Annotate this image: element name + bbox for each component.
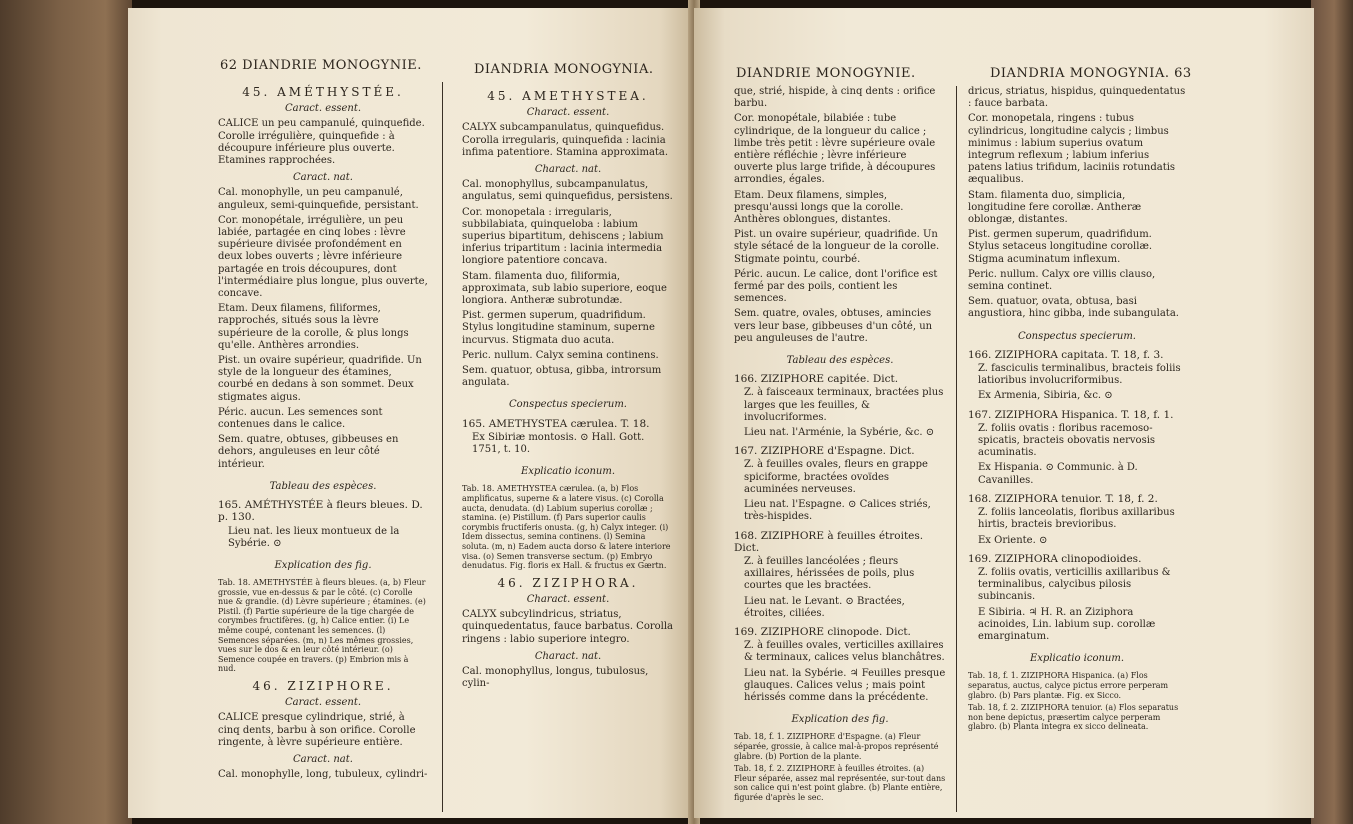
species-locality: Ex Hispania. ⊙ Communic. à D. Cavanilles. <box>978 462 1138 486</box>
paragraph: Etam. Deux filamens, simples, presqu'aussi longs que la corolle. Anthères oblongues, distantes. <box>734 189 904 226</box>
species-locality: Ex Armenia, Sibiria, &c. ⊙ <box>978 390 1113 402</box>
section-heading: Conspectus specierum. <box>1018 330 1136 342</box>
paragraph: Cal. monophylle, un peu campanulé, anguleux, semi-quinquefide, persistant. <box>218 187 419 211</box>
species-detail: Z. foliis lanceolatis, floribus axillaribus hirtis, bracteis brevioribus. <box>978 507 1175 531</box>
species-locality: Ex Oriente. ⊙ <box>978 534 1048 546</box>
figure-explanation: Tab. 18, f. 2. ZIZIPHORA tenuior. (a) Flos separatus non bene depictus, præsertim calyce perperam glabro. (b) Planta integra ex sicco delineata. <box>968 703 1179 732</box>
genus-title: 45. AMÉTHYSTÉE. <box>242 85 404 99</box>
paragraph: CALICE presque cylindrique, strié, à cinq dents, barbu à son orifice. Corolle ringente, à lèvre supérieure entière. <box>218 712 416 748</box>
paragraph: CALYX subcampanulatus, quinquefidus. Corolla irregularis, quinquefida : lacinia infima patentiore. Stamina approximata. <box>462 122 669 158</box>
paragraph: Cor. monopetala, ringens : tubus cylindricus, longitudine calycis ; limbus minimus : labium superius ovatum integrum reflexum ; labium inferius patens latius trifidum, laciniis rotundatis æqualibus. <box>968 113 1176 186</box>
species-entry: 165. AMÉTHYSTÉE à fleurs bleues. D. p. 130. <box>218 499 423 524</box>
left-page-latin-column <box>462 84 674 693</box>
figure-explanation: Tab. 18. AMETHYSTEA cærulea. (a, b) Flos amplificatus, superne & a latere visus. (c) Corolla aucta, denudata. (d) Labium superius corollæ ; stamina. (e) Pistillum. (f) Pars superior caulis corymbis fructiferis onusta. (g, h) Calyx integer. (i) Idem dissectus, semina continens. (l) Semina soluta. (m, n) Eadem aucta dorso & latere interiore visa. (o) Semen transverse sectum. (p) Embryo denudatus. Fig. floris ex Hall. & fructus ex Gærtn. <box>462 484 671 571</box>
paragraph: Stam. filamenta duo, filiformia, approximata, sub labio superiore, eoque longiora. Antheræ subrotundæ. <box>462 270 667 307</box>
species-detail: Z. à feuilles lancéolées ; fleurs axillaires, hérissées de poils, plus courtes que les bractées. <box>744 555 915 592</box>
right-page-header-latin: DIANDRIA MONOGYNIA. 63 <box>990 66 1192 81</box>
right-page-french-column <box>734 86 946 806</box>
paragraph: que, strié, hispide, à cinq dents : orifice barbu. <box>734 86 936 110</box>
paragraph: Sem. quatre, ovales, obtuses, amincies vers leur base, gibbeuses d'un côté, un peu anguleuses de l'autre. <box>734 308 933 344</box>
paragraph: Cal. monophylle, long, tubuleux, cylindri- <box>218 769 428 781</box>
book-cover-right <box>1311 0 1353 824</box>
subheading: Caract. essent. <box>284 103 362 115</box>
column-rule <box>956 86 957 812</box>
subheading: Caract. essent. <box>284 697 362 709</box>
genus-title: 46. ZIZIPHORA. <box>497 575 639 590</box>
paragraph: Pist. un ovaire supérieur, quadrifide. Un style de la longueur des étamines, courbé en dedans à son sommet. Deux stigmates aigus. <box>218 355 422 403</box>
paragraph: Cor. monopétale, bilabiée : tube cylindrique, de la longueur du calice ; limbe très petit : lèvre supérieure ovale entière réfléchie ; lèvre inférieure ouverte plus large trifide, à découpures arrondies, égales. <box>734 113 936 186</box>
species-locality: Lieu nat. la Sybérie. ♃ Feuilles presque glauques. Calices velus ; mais point hérissés comme dans la précédente. <box>744 667 946 703</box>
paragraph: Pist. un ovaire supérieur, quadrifide. Un style sétacé de la longueur de la corolle. Stigmate pointu, courbé. <box>734 229 940 265</box>
section-heading: Conspectus specierum. <box>509 399 627 411</box>
paragraph: Cal. monophyllus, subcampanulatus, angulatus, semi quinquefidus, persistens. <box>462 179 673 203</box>
species-locality: Lieu nat. l'Espagne. ⊙ Calices striés, très-hispides. <box>744 499 931 523</box>
paragraph: CALYX subcylindricus, striatus, quinquedentatus, fauce barbatus. Corolla ringens : labio superiore integro. <box>462 609 674 645</box>
species-detail: Z. à feuilles ovales, fleurs en grappe spiciforme, bractées ovoïdes acuminées nerveuses. <box>744 459 928 495</box>
genus-title: 46. ZIZIPHORE. <box>252 679 394 694</box>
species-detail: Z. à feuilles ovales, verticilles axillaires & terminaux, calices velus blanchâtres. <box>744 640 945 664</box>
paragraph: Péric. aucun. Le calice, dont l'orifice est fermé par des poils, contient les semences. <box>734 268 938 305</box>
paragraph: Péric. aucun. Les semences sont contenues dans le calice. <box>218 406 383 431</box>
species-detail: Ex Sibiriæ montosis. ⊙ Hall. Gott. 1751, t. 10. <box>472 431 645 456</box>
paragraph: Sem. quatre, obtuses, gibbeuses en dehors, anguleuses en leur côté intérieur. <box>218 434 399 470</box>
left-page-header-latin: DIANDRIA MONOGYNIA. <box>474 62 654 77</box>
section-heading: Explication des fig. <box>274 559 372 571</box>
species-entry: 166. ZIZIPHORA capitata. T. 18, f. 3. <box>968 348 1164 361</box>
species-entry: 165. AMETHYSTEA cærulea. T. 18. <box>462 417 650 430</box>
left-page-header-french: 62 DIANDRIE MONOGYNIE. <box>220 58 422 73</box>
species-detail: Z. à faisceaux terminaux, bractées plus larges que les feuilles, & involucriformes. <box>744 387 944 423</box>
species-detail: Z. foliis ovatis, verticillis axillaribus & terminalibus, calycibus pilosis subincanis. <box>978 566 1171 603</box>
right-page <box>694 8 1314 818</box>
right-page-header-french: DIANDRIE MONOGYNIE. <box>736 66 916 81</box>
paragraph: Etam. Deux filamens, filiformes, rapprochés, situés sous la lèvre supérieure de la corolle, & plus longs qu'elle. Anthères arrondies. <box>218 303 409 351</box>
subheading: Charact. essent. <box>526 594 610 606</box>
paragraph: Pist. germen superum, quadrifidum. Stylus longitudine staminum, superne incurvus. Stigmata duo acuta. <box>462 310 655 346</box>
right-page-latin-column <box>968 86 1186 735</box>
species-locality: Lieu nat. l'Arménie, la Sybérie, &c. ⊙ <box>744 427 935 439</box>
subheading: Charact. essent. <box>526 107 610 119</box>
paragraph: Sem. quatuor, ovata, obtusa, basi angustiora, hinc gibba, inde subangulata. <box>968 296 1179 320</box>
species-locality: E Sibiria. ♃ H. R. an Ziziphora acinoides, Lin. labium sup. corollæ emarginatum. <box>978 606 1156 642</box>
paragraph: Peric. nullum. Calyx semina continens. <box>462 349 659 361</box>
section-heading: Explicatio iconum. <box>520 466 616 478</box>
subheading: Caract. nat. <box>293 754 353 766</box>
species-entry: 169. ZIZIPHORA clinopodioides. <box>968 552 1142 565</box>
paragraph: dricus, striatus, hispidus, quinquedentatus : fauce barbata. <box>968 86 1186 110</box>
figure-explanation: Tab. 18, f. 1. ZIZIPHORA Hispanica. (a) Flos separatus, auctus, calyce pictus errore perperam glabro. (b) Pars plantæ. Fig. ex Sicco. <box>968 671 1169 700</box>
paragraph: Cal. monophyllus, longus, tubulosus, cylin- <box>462 666 649 690</box>
genus-title: 45. AMETHYSTEA. <box>487 89 649 103</box>
paragraph: CALICE un peu campanulé, quinquefide. Corolle irrégulière, quinquefide : à découpure inférieure plus ouverte. Etamines rapprochées. <box>218 118 425 167</box>
species-detail: Z. foliis ovatis : floribus racemoso-spicatis, bracteis obovatis nervosis acuminatis. <box>978 422 1156 459</box>
species-entry: 167. ZIZIPHORA Hispanica. T. 18, f. 1. <box>968 408 1174 421</box>
section-heading: Explicatio iconum. <box>1029 653 1125 665</box>
section-heading: Tableau des espèces. <box>786 355 894 367</box>
species-locality: Lieu nat. le Levant. ⊙ Bractées, étroites, ciliées. <box>744 595 905 619</box>
left-page-french-column <box>218 80 428 784</box>
subheading: Caract. nat. <box>293 172 353 184</box>
subheading: Charact. nat. <box>534 164 602 176</box>
species-detail: Lieu nat. les lieux montueux de la Sybérie. ⊙ <box>228 525 400 549</box>
paragraph: Sem. quatuor, obtusa, gibba, introrsum angulata. <box>462 365 662 389</box>
figure-explanation: Tab. 18, f. 1. ZIZIPHORE d'Espagne. (a) Fleur séparée, grossie, à calice mal-à-propos représenté glabre. (b) Portion de la plante. <box>734 732 939 761</box>
figure-explanation: Tab. 18, f. 2. ZIZIPHORE à feuilles étroites. (a) Fleur séparée, assez mal représentée, sur-tout dans son calice qui n'est point glabre. (b) Plante entière, figurée d'après le sec. <box>734 764 946 802</box>
paragraph: Cor. monopetala : irregularis, subbilabiata, quinqueloba : labium superius bipartitum, dehiscens ; labium inferius tripartitum : lacinia intermedia longiore patentiore concava. <box>462 206 664 267</box>
book-cover-left <box>0 0 132 824</box>
left-page <box>128 8 694 818</box>
subheading: Charact. nat. <box>534 650 602 662</box>
section-heading: Tableau des espèces. <box>269 480 377 492</box>
species-entry: 166. ZIZIPHORE capitée. Dict. <box>734 373 899 386</box>
species-entry: 168. ZIZIPHORE à feuilles étroites. Dict. <box>734 529 924 554</box>
species-detail: Z. fasciculis terminalibus, bracteis foliis latioribus involucriformibus. <box>978 363 1181 387</box>
species-entry: 167. ZIZIPHORE d'Espagne. Dict. <box>734 445 915 458</box>
species-entry: 169. ZIZIPHORE clinopode. Dict. <box>734 625 911 638</box>
species-entry: 168. ZIZIPHORA tenuior. T. 18, f. 2. <box>968 492 1158 505</box>
paragraph: Peric. nullum. Calyx ore villis clauso, semina continet. <box>968 268 1156 293</box>
column-rule <box>442 82 443 812</box>
paragraph: Stam. filamenta duo, simplicia, longitudine fere corollæ. Antheræ oblongæ, distantes. <box>968 189 1142 226</box>
paragraph: Pist. germen superum, quadrifidum. Stylus setaceus longitudine corollæ. Stigma acuminatum inflexum. <box>968 229 1153 265</box>
figure-explanation: Tab. 18. AMETHYSTÉE à fleurs bleues. (a, b) Fleur grossie, vue en-dessus & par le côté. (c) Corolle nue & grandie. (d) Lèvre supérieure ; étamines. (e) Pistil. (f) Partie supérieure de la tige chargée de corymbes fructifères. (g, h) Calice entier. (i) Le même coupé, contenant les semences. (l) Semences séparées. (m, n) Les mêmes grossies, vues sur le dos & en leur côté intérieur. (o) Semence coupée en travers. (p) Embrion mis à nud. <box>218 578 426 674</box>
section-heading: Explication des fig. <box>791 714 889 726</box>
paragraph: Cor. monopétale, irrégulière, un peu labiée, partagée en cinq lobes : lèvre supérieure divisée profondément en deux lobes ouverts ; lèvre inférieure partagée en trois découpures, dont l'intermédiaire plus longue, plus ouverte, concave. <box>218 214 428 300</box>
